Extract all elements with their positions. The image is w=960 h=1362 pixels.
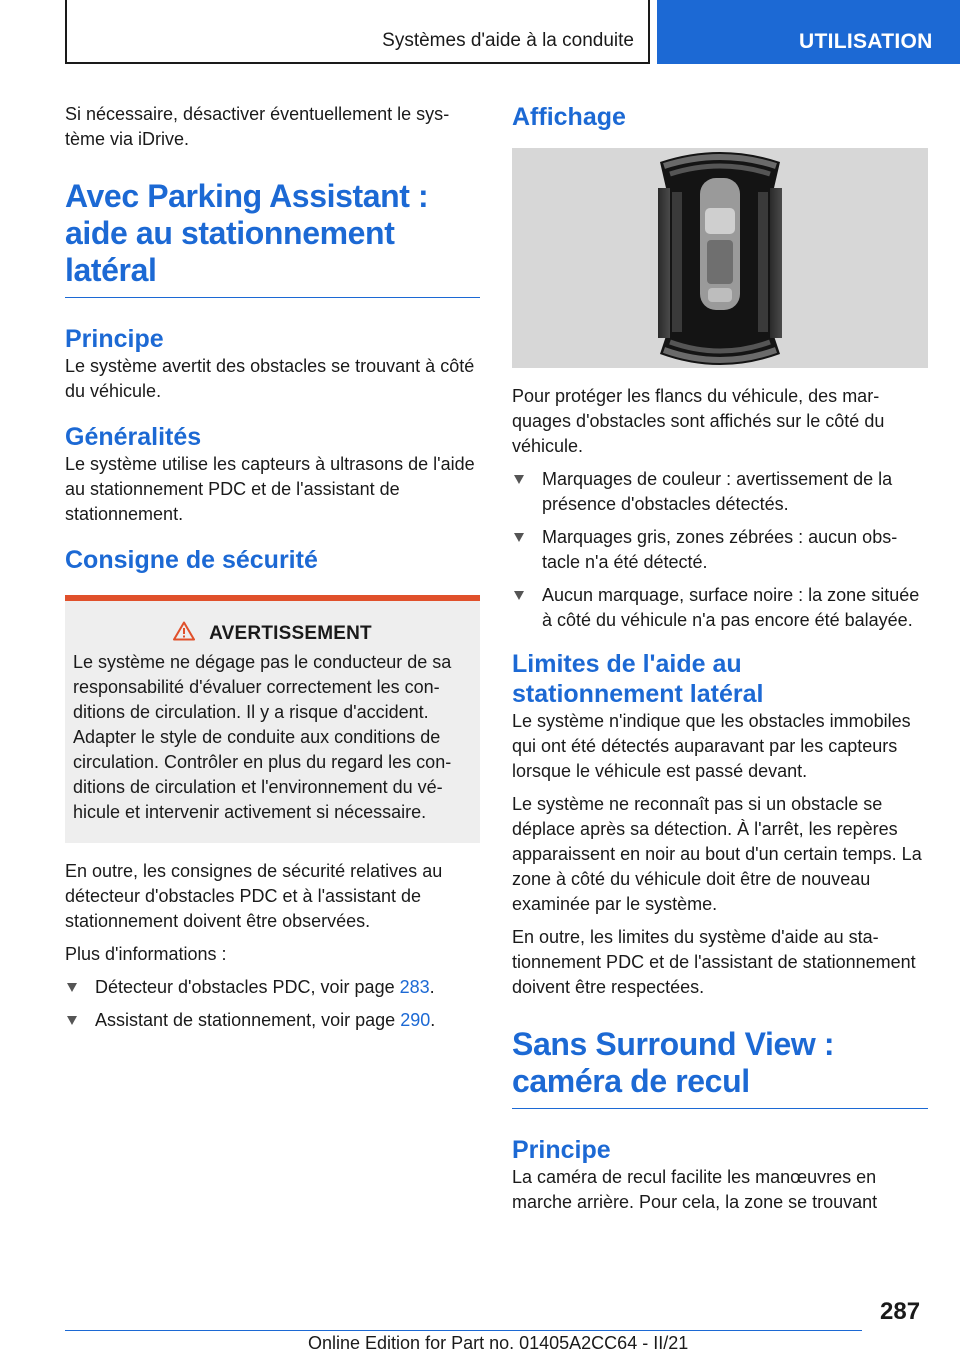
more-info-label: Plus d'informations : — [65, 944, 227, 964]
principe-text: Le système avertit des obstacles se trouvant à côté du véhicule. — [65, 356, 475, 401]
warning-header — [73, 621, 472, 646]
right-column — [512, 102, 928, 1223]
left-column — [65, 102, 480, 1041]
affichage-text: Pour protéger les flancs du véhicule, des marquages d'obstacles sont affichés sur le côté du véhicule. — [512, 386, 885, 456]
heading-line: aide au stationnement — [65, 215, 395, 251]
warning-box — [65, 595, 480, 843]
heading-line: stationnement latéral — [512, 680, 764, 708]
list-item — [512, 583, 928, 633]
header-tab-label: UTILISATION — [799, 30, 933, 53]
parking-display-image — [512, 148, 928, 368]
principe-heading: Principe — [65, 325, 164, 353]
ref-end: . — [430, 1010, 436, 1030]
ref-text: Détecteur d'obstacles PDC, voir page — [95, 977, 400, 997]
page-link-283[interactable]: 283 — [399, 977, 430, 997]
heading-line: caméra de recul — [512, 1063, 750, 1099]
heading-line: Sans Surround View : — [512, 1026, 835, 1062]
list-text: Aucun marquage, surface noire : la zone située à côté du véhicule n'a pas encore été balayée. — [542, 585, 920, 630]
triangle-bullet-icon — [67, 1016, 77, 1025]
car-top-view-illustration — [512, 148, 928, 368]
list-text: Marquages gris, zones zébrées : aucun obstacle n'a été détecté. — [542, 527, 898, 572]
ref-text: Assistant de stationnement, voir page — [95, 1010, 401, 1030]
triangle-bullet-icon — [514, 591, 524, 600]
triangle-bullet-icon — [514, 533, 524, 542]
section-heading-rear-camera — [512, 1026, 928, 1109]
heading-line: Avec Parking Assistant : — [65, 178, 429, 214]
principe2-heading: Principe — [512, 1136, 611, 1164]
limites-text-2: Le système ne reconnaît pas si un obstacle se déplace après sa détection. À l'arrêt, les repères apparaissent en noir au bout d'un certain temps. La zone à côté du véhicule doit être de nouveau examinée par le système. — [512, 794, 922, 914]
consigne-heading: Consigne de sécurité — [65, 546, 318, 574]
section-heading-parking-assistant — [65, 178, 480, 298]
generalites-heading: Généralités — [65, 423, 202, 451]
list-text: Marquages de couleur : avertissement de la présence d'obstacles détectés. — [542, 469, 893, 514]
limites-text-3: En outre, les limites du système d'aide au stationnement PDC et de l'assistant de stationnement doivent être respectées. — [512, 927, 916, 997]
affichage-list — [512, 467, 928, 633]
page-number: 287 — [880, 1298, 921, 1325]
warning-title: AVERTISSEMENT — [209, 622, 372, 644]
after-warning-text: En outre, les consignes de sécurité relatives au détecteur d'obstacles PDC et à l'assistant de stationnement doivent être observées. — [65, 861, 443, 931]
limites-text-1: Le système n'indique que les obstacles immobiles qui ont été détectés auparavant par les capteurs lorsque le véhicule est passé devant. — [512, 711, 911, 781]
heading-line: latéral — [65, 252, 157, 288]
warning-triangle-icon — [173, 621, 195, 646]
page-link-290[interactable]: 290 — [400, 1010, 431, 1030]
header-tab — [657, 0, 960, 64]
list-item — [65, 975, 480, 1000]
triangle-bullet-icon — [514, 475, 524, 484]
generalites-text: Le système utilise les capteurs à ultrasons de l'aide au stationnement PDC et de l'assistant de stationnement. — [65, 454, 475, 524]
footer-edition: Online Edition for Part no. 01405A2CC64 - II/21 — [308, 1333, 689, 1353]
heading-line: Limites de l'aide au — [512, 650, 742, 678]
ref-end: . — [429, 977, 435, 997]
triangle-bullet-icon — [67, 983, 77, 992]
list-item — [512, 467, 928, 517]
warning-text: Le système ne dégage pas le conducteur de sa responsabilité d'évaluer correctement les conditions de circulation. Il y a risque d'accident. Adapter le style de conduite aux conditions de circulation. Contrôler en plus du regard les conditions de circulation et l'environnement du véhicule et intervenir activement si nécessaire. — [73, 652, 452, 822]
intro-text: Si nécessaire, désactiver éventuellement le système via iDrive. — [65, 104, 450, 149]
affichage-heading: Affichage — [512, 103, 626, 131]
reference-list — [65, 975, 480, 1033]
footer-divider — [65, 1330, 862, 1331]
header-frame — [65, 0, 650, 64]
list-item — [512, 525, 928, 575]
list-item — [65, 1008, 480, 1033]
limites-heading — [512, 649, 928, 709]
principe2-text: La caméra de recul facilite les manœuvres en marche arrière. Pour cela, la zone se trouvant — [512, 1167, 878, 1212]
header-section-title: Systèmes d'aide à la conduite — [382, 30, 634, 51]
